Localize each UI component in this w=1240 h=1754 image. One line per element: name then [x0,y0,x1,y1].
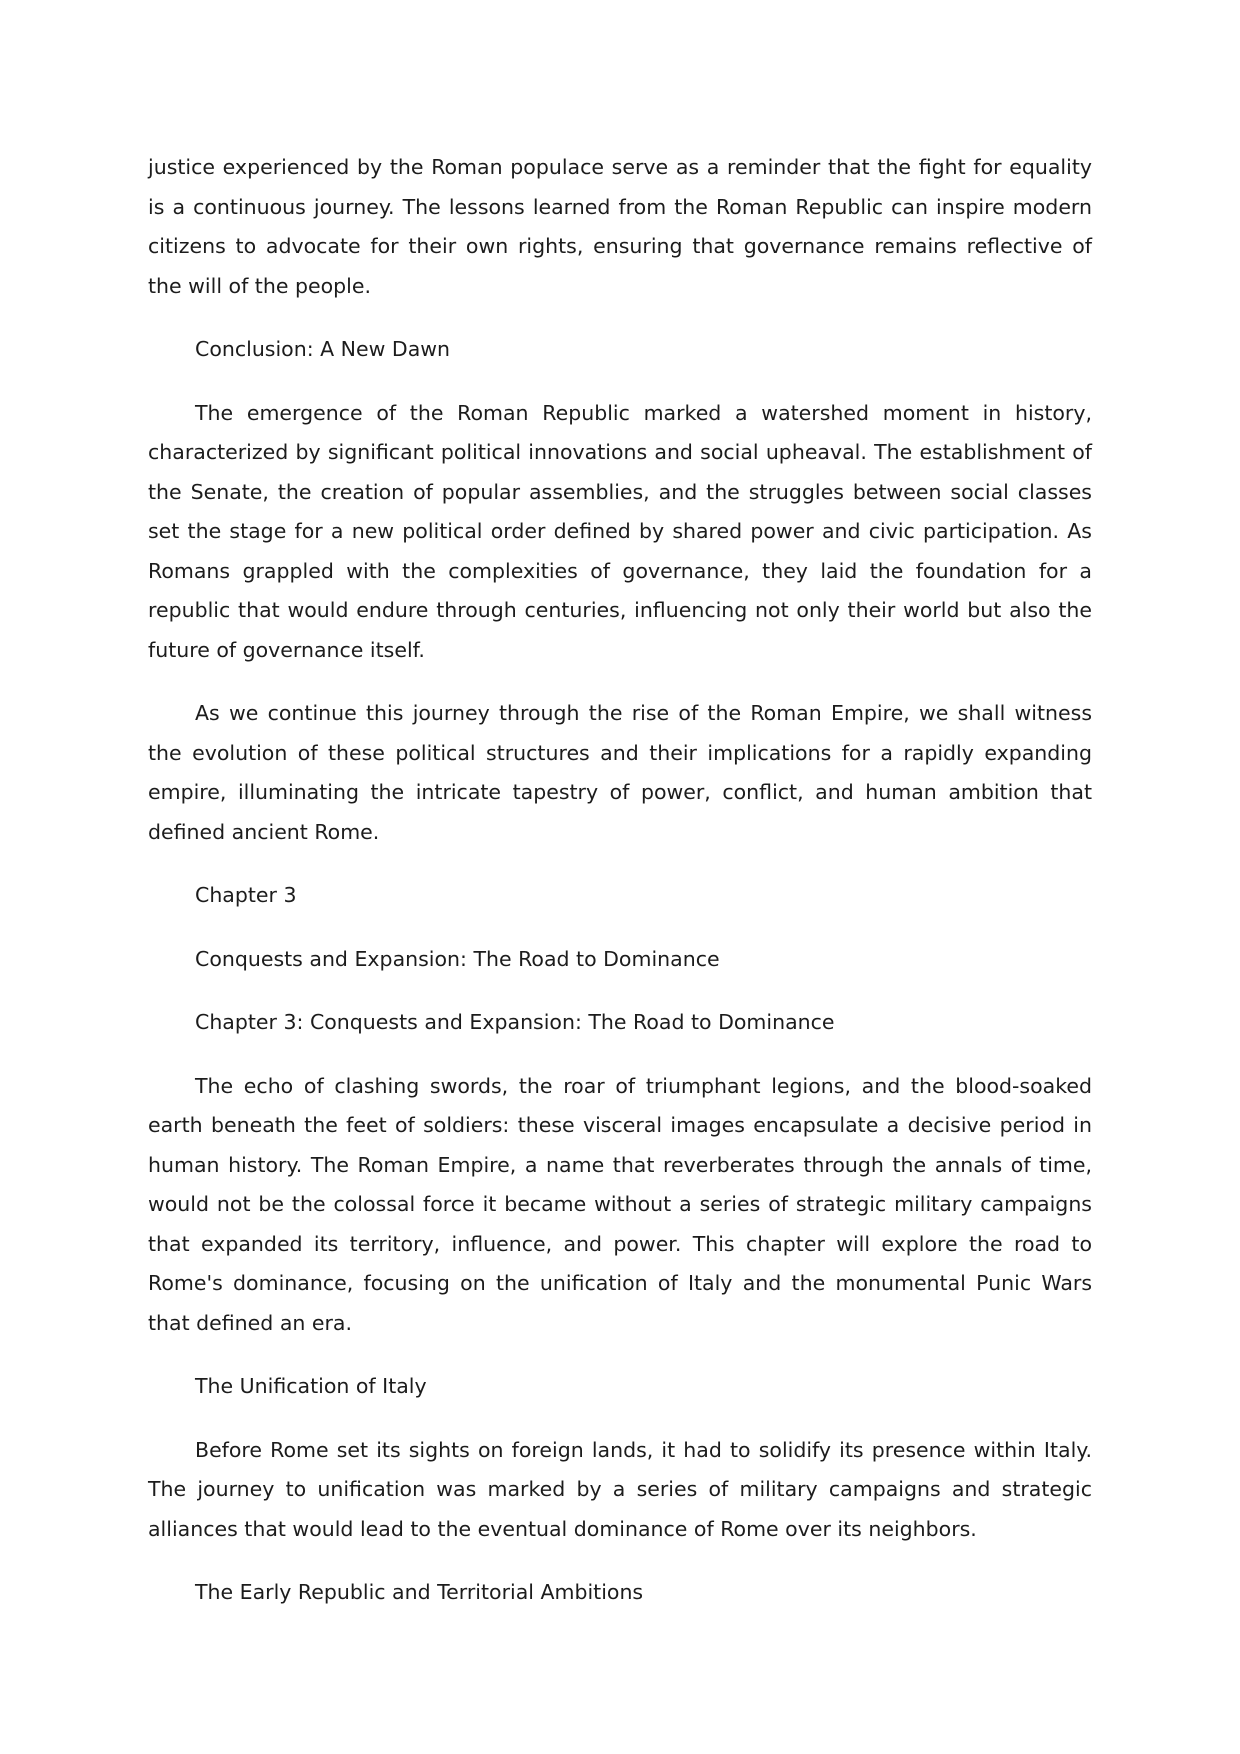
section-heading-conclusion: Conclusion: A New Dawn [195,337,451,361]
document-page [148,148,1092,1637]
paragraph-justice-continuation: justice experienced by the Roman populace serve as a reminder that the fight for equality is a continuous journey. The lessons learned from the Roman Republic can inspire modern citizens to advocate for their own rights, ensuring that governance remains reflective of the will of the people. [148,155,1092,298]
paragraph-echo-swords: The echo of clashing swords, the roar of triumphant legions, and the blood-soaked earth beneath the feet of soldiers: these visceral images encapsulate a decisive period in human history. The Roman Empire, a name that reverberates through the annals of time, would not be the colossal force it became without a series of strategic military campaigns that expanded its territory, influence, and power. This chapter will explore the road to Rome's dominance, focusing on the unification of Italy and the monumental Punic Wars that defined an era. [148,1073,1092,1335]
chapter-full-title: Chapter 3: Conquests and Expansion: The Road to Dominance [195,1010,835,1034]
paragraph-emergence: The emergence of the Roman Republic marked a watershed moment in history, characterized by significant political innovations and social upheaval. The establishment of the Senate, the creation of popular assemblies, and the struggles between social classes set the stage for a new political order defined by shared power and civic participation. As Romans grappled with the complexities of governance, they laid the foundation for a republic that would endure through centuries, influencing not only their world but also the future of governance itself. [148,400,1092,662]
chapter-title: Conquests and Expansion: The Road to Dominance [195,946,720,971]
paragraph-continue-journey: As we continue this journey through the rise of the Roman Empire, we shall witness the evolution of these political structures and their implications for a rapidly expanding empire, illuminating the intricate tapestry of power, conflict, and human ambition that defined ancient Rome. [148,701,1092,844]
section-heading-early-republic: The Early Republic and Territorial Ambitions [195,1580,644,1604]
paragraph-before-rome: Before Rome set its sights on foreign lands, it had to solidify its presence within Italy. The journey to unification was marked by a series of military campaigns and strategic alliances that would lead to the eventual dominance of Rome over its neighbors. [148,1437,1092,1541]
section-heading-unification: The Unification of Italy [195,1374,427,1398]
chapter-number: Chapter 3 [195,883,297,907]
